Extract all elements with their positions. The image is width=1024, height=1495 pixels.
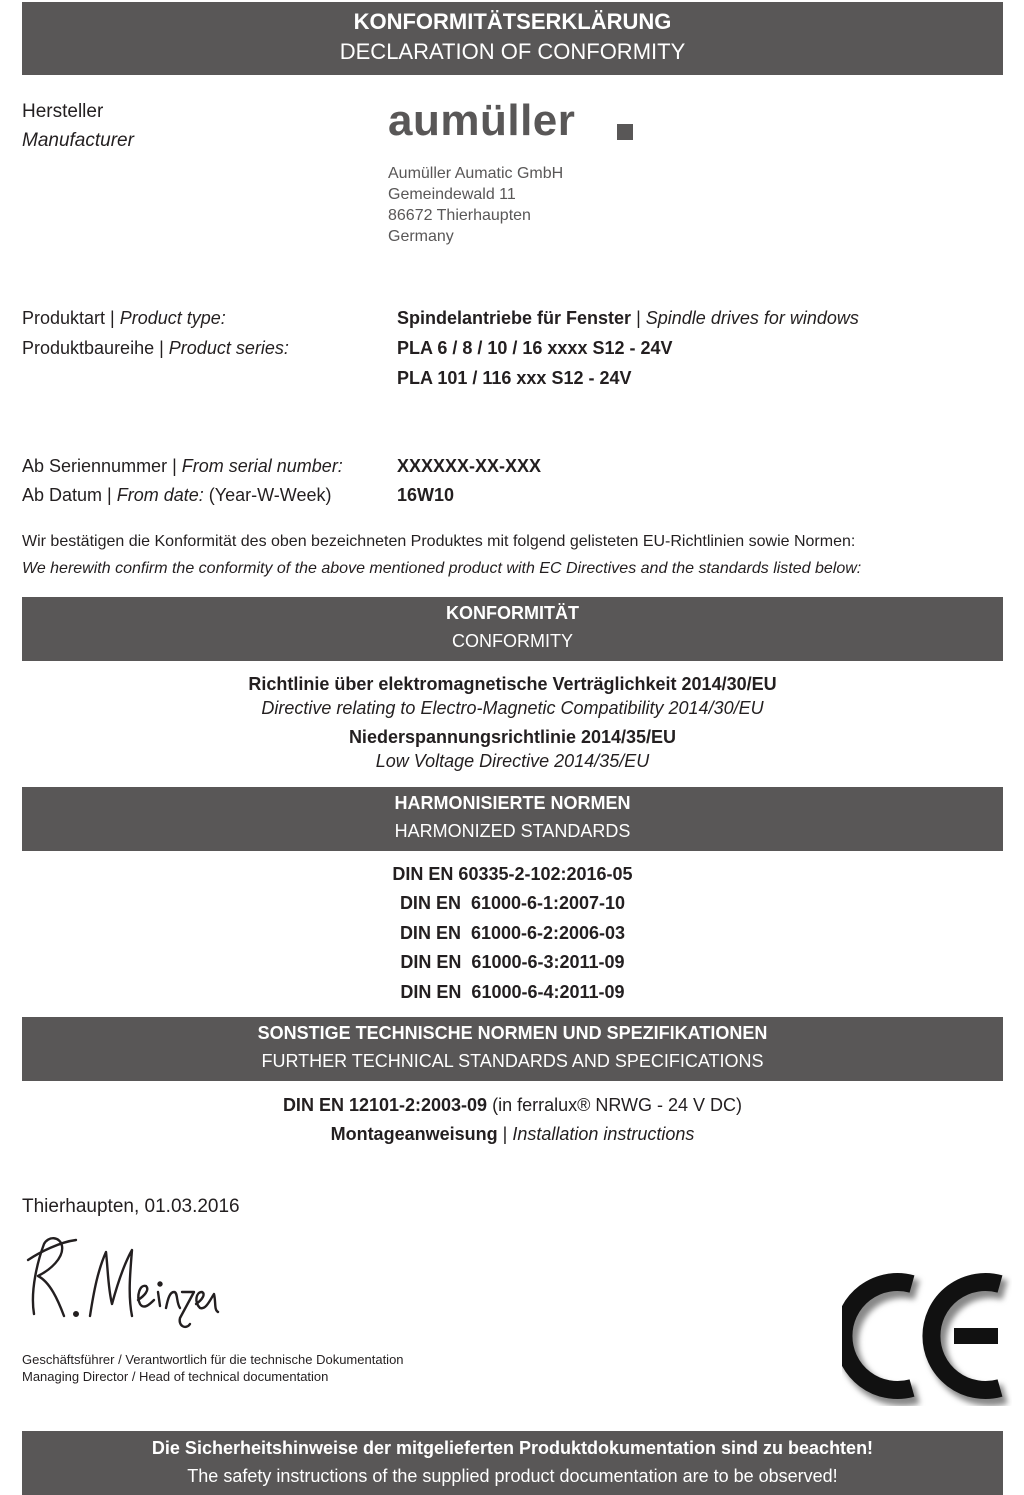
- date-label: Ab Datum | From date: (Year-W-Week): [22, 485, 332, 505]
- address-line: Aumüller Aumatic GmbH: [388, 165, 564, 182]
- ce-mark-icon: [842, 1266, 1012, 1406]
- standard-item: DIN EN 60335-2-102:2016-05: [392, 864, 633, 884]
- place-date: Thierhaupten, 01.03.2016: [22, 1196, 240, 1217]
- harmonized-title-de: HARMONISIERTE NORMEN: [394, 793, 631, 813]
- installation-instructions: Montageanweisung | Installation instructions: [330, 1124, 695, 1144]
- address-line: Gemeindewald 11: [388, 186, 516, 203]
- standard-item: DIN EN 61000-6-1:2007-10: [399, 893, 626, 913]
- safety-en: The safety instructions of the supplied product documentation are to be observed!: [187, 1466, 838, 1486]
- company-logo: aumüller: [388, 96, 576, 145]
- product-type-value: Spindelantriebe für Fenster | Spindle drives for windows: [397, 308, 859, 328]
- further-title-de: SONSTIGE TECHNISCHE NORMEN UND SPEZIFIKATIONEN: [257, 1023, 768, 1043]
- logo-square-icon: [617, 124, 633, 140]
- confirmation-de: Wir bestätigen die Konformität des oben bezeichneten Produktes mit folgend gelisteten EU-Richtlinien sowie Normen:: [22, 533, 856, 550]
- further-standard: DIN EN 12101-2:2003-09 (in ferralux® NRWG - 24 V DC): [282, 1095, 743, 1115]
- harmonized-banner: [22, 787, 1003, 851]
- product-series-label: Produktbaureihe | Product series:: [22, 338, 289, 358]
- manufacturer-label-en: Manufacturer: [22, 130, 134, 151]
- product-series-value: PLA 6 / 8 / 10 / 16 xxxx S12 - 24V: [397, 338, 673, 358]
- directive-de: Niederspannungsrichtlinie 2014/35/EU: [348, 727, 677, 747]
- address-line: Germany: [388, 228, 454, 245]
- directive-de: Richtlinie über elektromagnetische Verträglichkeit 2014/30/EU: [248, 674, 777, 694]
- directive-en: Directive relating to Electro-Magnetic Compatibility 2014/30/EU: [261, 698, 764, 718]
- conformity-title-de: KONFORMITÄT: [446, 603, 579, 623]
- product-type-label: Produktart | Product type:: [22, 308, 226, 328]
- product-series-value: PLA 101 / 116 xxx S12 - 24V: [397, 368, 632, 388]
- standard-item: DIN EN 61000-6-2:2006-03: [399, 923, 626, 943]
- signature-caption-en: Managing Director / Head of technical documentation: [22, 1369, 329, 1384]
- further-standards-banner: [22, 1017, 1003, 1081]
- signature-caption-de: Geschäftsführer / Verantwortlich für die technische Dokumentation: [22, 1352, 404, 1367]
- signature-image: [20, 1230, 230, 1340]
- manufacturer-label-de: Hersteller: [22, 101, 104, 122]
- title-de: KONFORMITÄTSERKLÄRUNG: [353, 9, 672, 34]
- address-line: 86672 Thierhaupten: [388, 207, 531, 224]
- confirmation-en: We herewith confirm the conformity of the above mentioned product with EC Directives and the standards listed below:: [22, 560, 862, 577]
- title-en: DECLARATION OF CONFORMITY: [339, 39, 686, 64]
- safety-banner: [22, 1431, 1003, 1495]
- safety-de: Die Sicherheitshinweise der mitgelieferten Produktdokumentation sind zu beachten!: [151, 1438, 874, 1458]
- conformity-title-en: CONFORMITY: [452, 631, 573, 651]
- directive-en: Low Voltage Directive 2014/35/EU: [375, 751, 650, 771]
- serial-label: Ab Seriennummer | From serial number:: [22, 456, 343, 476]
- title-banner: [22, 2, 1003, 75]
- harmonized-title-en: HARMONIZED STANDARDS: [394, 821, 631, 841]
- serial-value: XXXXXX-XX-XXX: [397, 456, 542, 476]
- conformity-banner: [22, 597, 1003, 661]
- date-value: 16W10: [397, 485, 455, 505]
- standard-item: DIN EN 61000-6-4:2011-09: [400, 982, 625, 1002]
- further-title-en: FURTHER TECHNICAL STANDARDS AND SPECIFICATIONS: [261, 1051, 764, 1071]
- standard-item: DIN EN 61000-6-3:2011-09: [400, 952, 625, 972]
